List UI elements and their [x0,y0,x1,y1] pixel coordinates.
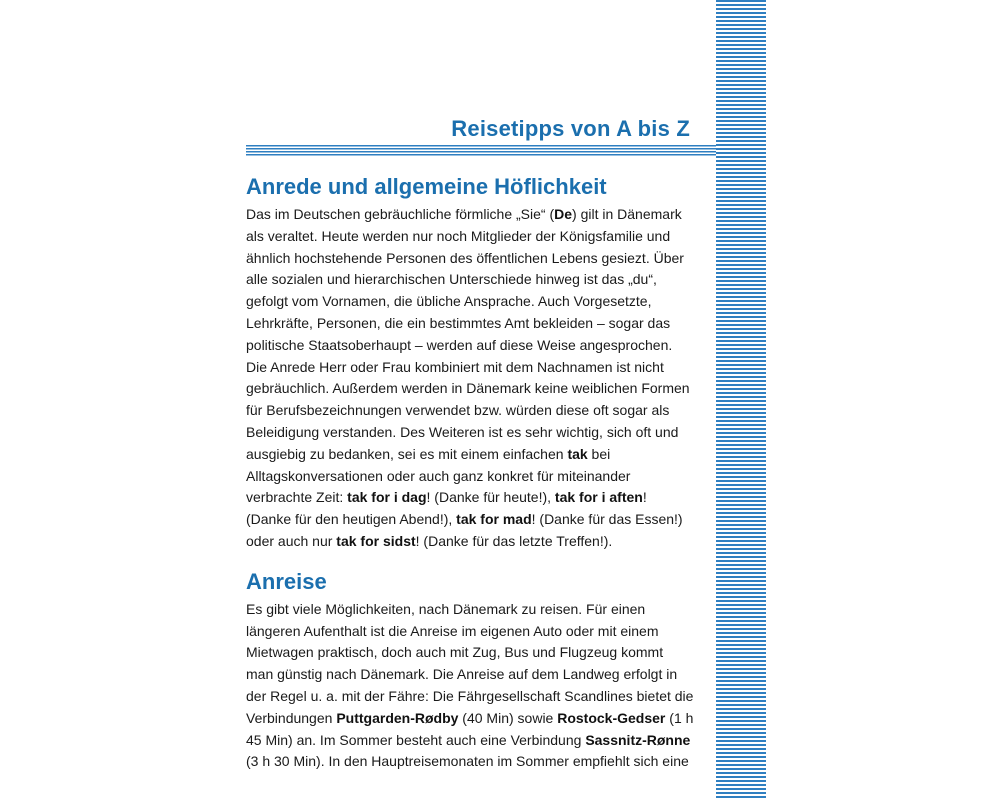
bold-term: tak for i aften [554,489,643,506]
text-run: Das im Deutschen gebräuchliche förmliche „Sie“ ( [246,206,555,222]
section-anreise [246,565,694,773]
page-content [246,170,694,773]
text-run: ! (Danke für den heutigen Abend!), [246,489,647,528]
bold-term: tak [567,445,588,462]
bold-term: De [554,206,573,222]
bold-term: Rostock-Gedser [557,709,666,726]
text-run: (1 h 45 Min) an. Im Sommer besteht auch eine Verbindung [246,709,694,748]
bold-term: Puttgarden-Rødby [336,709,459,726]
section-heading: Anrede und allgemeine Höflichkeit [246,174,607,199]
section-paragraph [246,204,694,553]
bold-term: Sassnitz-Rønne [585,731,691,748]
page-header-title: Reisetipps von A bis Z [451,116,690,141]
section-paragraph [246,599,694,773]
text-run: (40 Min) sowie [458,709,558,726]
text-run: bei Alltagskonversationen oder auch ganz konkret für miteinander verbrachte Zeit: [246,445,631,506]
section-anrede [246,170,694,553]
bold-term: tak for sidst [336,532,416,549]
bold-term: tak for i dag [347,489,427,506]
striped-page-edge [716,0,766,800]
text-run: ) gilt in Dänemark als veraltet. Heute werden nur noch Mitglieder der Königsfamilie und ähnlich hochstehende Personen des öffentlichen Lebens gesiezt. Über alle sozialen und hierarchischen Unterschiede hinweg ist das „du“, gefolgt vom Vornamen, die übliche Ansprache. Auch Vorgesetzte, Lehrkräfte, Personen, die ein bestimmtes Amt bekleiden – sogar das politische Staatsoberhaupt – werden auf diese Weise angesprochen. Die Anrede Herr oder Frau kombiniert mit dem Nachnamen ist nicht gebräuchlich. Außerdem werden in Dänemark keine weiblichen Formen für Berufsbezeichnungen verwendet bzw. würden diese oft sogar als Beleidigung verstanden. Des Weiteren ist es sehr wichtig, sich oft und ausgiebig zu bedanken, sei es mit einem einfachen [246,206,690,462]
text-run: Es gibt viele Möglichkeiten, nach Dänemark zu reisen. Für einen längeren Aufenthalt ist die Anreise im eigenen Auto oder mit einem Mietwagen praktisch, doch auch mit Zug, Bus und Flugzeug kommt man günstig nach Dänemark. Die Anreise auf dem Landweg erfolgt in der Regel u. a. mit der Fähre: Die Fährgesellschaft Scandlines bietet die Verbindungen [246,600,694,726]
text-run: ! (Danke für heute!), [426,489,555,506]
section-heading: Anreise [246,568,327,594]
text-run: (3 h 30 Min). In den Hauptreisemonaten im Sommer empfiehlt sich eine [246,753,689,770]
bold-term: tak for mad [456,511,532,528]
text-run: ! (Danke für das Essen!) oder auch nur [246,511,683,549]
text-run: ! (Danke für das letzte Treffen!). [415,532,613,549]
header-rule [246,145,716,157]
